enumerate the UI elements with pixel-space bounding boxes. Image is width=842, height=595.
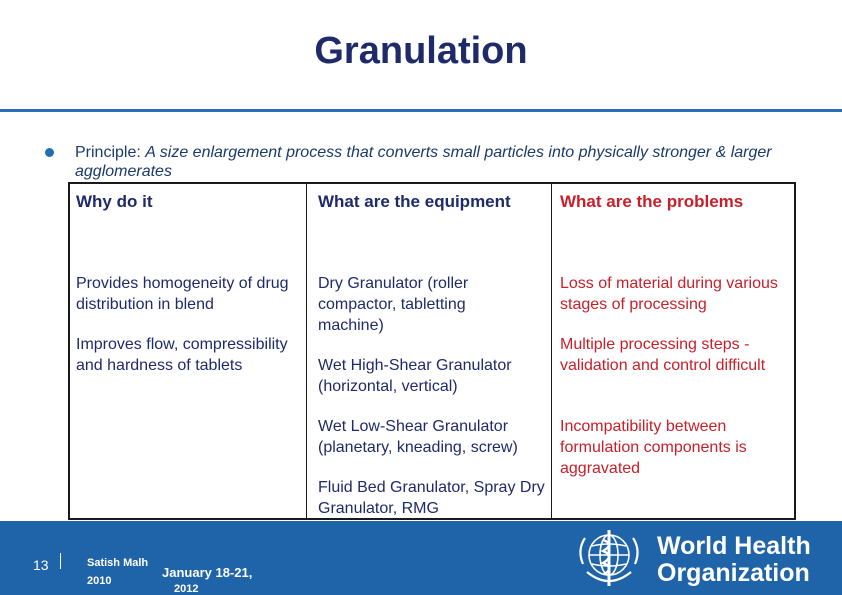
column-divider xyxy=(551,184,552,518)
header-equipment: What are the equipment xyxy=(318,192,511,211)
principle-definition: A size enlargement process that converts small particles into physically stronger & larger agglomerates xyxy=(75,144,772,180)
equipment-item: Wet Low-Shear Granulator (planetary, kneading, screw) xyxy=(318,418,518,456)
equipment-item: Fluid Bed Granulator, Spray Dry Granulator, RMG xyxy=(318,479,545,517)
bullet-icon xyxy=(45,148,54,157)
principle-label: Principle: xyxy=(75,144,146,161)
column-divider xyxy=(306,184,307,518)
principle-text xyxy=(75,143,815,181)
footer-date: January 18-21, xyxy=(162,565,253,580)
problem-item: Incompatibility between formulation components is aggravated xyxy=(560,418,747,477)
who-emblem-icon xyxy=(573,524,645,592)
header-why: Why do it xyxy=(76,192,153,211)
granulation-table xyxy=(68,182,796,520)
problem-item: Multiple processing steps - validation and control difficult xyxy=(560,336,766,374)
who-wordmark-line1: World Health xyxy=(657,532,811,560)
problem-item: Loss of material during various stages of processing xyxy=(560,275,778,313)
footer-year: 2010 xyxy=(87,575,112,587)
slide-title: Granulation xyxy=(314,30,528,72)
page-number-divider xyxy=(60,553,61,569)
equipment-item: Wet High-Shear Granulator (horizontal, vertical) xyxy=(318,357,512,395)
who-wordmark-line2: Organization xyxy=(657,559,810,587)
who-wordmark xyxy=(657,533,811,587)
equipment-item: Dry Granulator (roller compactor, tabletting machine) xyxy=(318,275,469,334)
header-problems: What are the problems xyxy=(560,192,744,211)
title-divider xyxy=(0,109,842,112)
why-item: Improves flow, compressibility and hardness of tablets xyxy=(76,336,288,374)
footer-year: 2012 xyxy=(174,583,199,595)
page-number: 13 xyxy=(33,557,49,573)
footer-author: Satish Malh xyxy=(87,557,149,569)
why-item: Provides homogeneity of drug distribution in blend xyxy=(76,275,289,313)
